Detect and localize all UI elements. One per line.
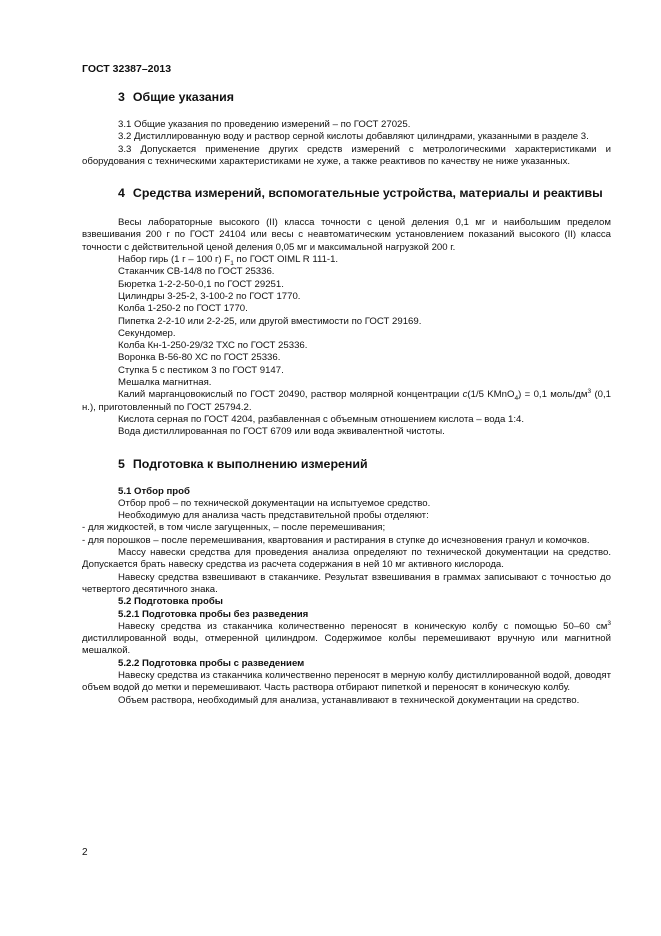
paragraph-5-1-sampling: Отбор проб – по технической документации на испытуемое средство. bbox=[118, 497, 431, 509]
paragraph-3-2: 3.2 Дистиллированную воду и раствор серной кислоты добавляют цилиндрами, указанными в разделе 3. bbox=[118, 131, 589, 143]
paragraph-5-2-2-volume: Объем раствора, необходимый для анализа, устанавливают в технической документации на средство. bbox=[118, 694, 580, 706]
paragraph-weights: Набор гирь (1 г – 100 г) $F_1$ по ГОСТ OIML R 111-1. bbox=[118, 254, 339, 267]
paragraph-3-1: 3.1 Общие указания по проведению измерений – по ГОСТ 27025. bbox=[118, 119, 411, 130]
list-item-flask: Колба 1-250-2 по ГОСТ 1770. bbox=[118, 303, 248, 315]
list-item-pipette: Пипетка 2-2-10 или 2-2-25, или другой вместимости по ГОСТ 29169. bbox=[118, 315, 422, 327]
section-3-number: 3 bbox=[118, 90, 125, 104]
list-item-funnel: Воронка В-56-80 ХС по ГОСТ 25336. bbox=[118, 352, 281, 364]
list-item-sulfuric-acid: Кислота серная по ГОСТ 4204, разбавленная с объемным отношением кислота – вода 1:4. bbox=[118, 413, 524, 425]
paragraph-scales: Весы лабораторные высокого (II) класса точности с ценой деления 0,1 мг и наибольшим пределом взвешивания 200 г по ГОСТ 24104 или весы с неавтоматическим установлением показаний высокого (II) класса точности с действительной ценой деления 0,05 мг и максимальной нагрузкой 200 г. bbox=[82, 217, 611, 253]
page-number: 2 bbox=[82, 847, 88, 858]
list-item-cup: Стаканчик СВ-14/8 по ГОСТ 25336. bbox=[118, 266, 275, 278]
list-item-conical-flask: Колба Кн-1-250-29/32 ТХС по ГОСТ 25336. bbox=[118, 340, 308, 352]
section-5-heading bbox=[82, 457, 611, 472]
subsection-5-2-title: 5.2 Подготовка пробы bbox=[118, 596, 223, 608]
section-4-number: 4 bbox=[118, 186, 125, 201]
list-item-powders: - для порошков – после перемешивания, квартования и растирания в ступке до исчезновения гранул и комочков. bbox=[82, 534, 590, 546]
paragraph-5-1-portion: Необходимую для анализа часть представительной пробы отделяют: bbox=[118, 510, 429, 522]
document-body bbox=[82, 90, 611, 707]
section-4-heading bbox=[82, 186, 611, 201]
paragraph-5-1-weighing: Навеску средства взвешивают в стаканчике. Результат взвешивания в граммах записывают с точностью до четвертого десятичного знака. bbox=[82, 571, 611, 595]
document-code: ГОСТ 32387–2013 bbox=[82, 63, 172, 75]
list-item-burette: Бюретка 1-2-2-50-0,1 по ГОСТ 29251. bbox=[118, 278, 284, 290]
list-item-distilled-water: Вода дистиллированная по ГОСТ 6709 или вода эквивалентной чистоты. bbox=[118, 426, 445, 438]
list-item-mortar: Ступка 5 с пестиком 3 по ГОСТ 9147. bbox=[118, 364, 284, 376]
paragraph-kmno4: Калий марганцовокислый по ГОСТ 20490, раствор молярной концентрации с(1/5 KMnO$_4$) = 0,1 моль/$дм^3$ (0,1 н.), приготовленный по ГОСТ 25794.2. bbox=[82, 388, 611, 413]
paragraph-3-3: 3.3 Допускается применение других средств измерений с метрологическими характеристиками и оборудования с техническими характеристиками не хуже, а также реактивов по качеству не ниже указанных. bbox=[82, 143, 611, 167]
subsection-5-1-title: 5.1 Отбор проб bbox=[118, 485, 190, 497]
paragraph-5-1-mass: Массу навески средства для проведения анализа определяют по технической документации на средство. Допускается брать навеску средства из расчета содержания в ней 10 мг активного кислорода. bbox=[82, 547, 611, 571]
paragraph-5-2-1: Навеску средства из стаканчика количественно переносят в коническую колбу с помощью 50–60 $см^3$ дистиллированной воды, отмеренной цилиндром. Содержимое колбы перемешивают вручную или магнитной мешалкой. bbox=[82, 619, 611, 657]
section-4-title: Средства измерений, вспомогательные устройства, материалы и реактивы bbox=[132, 186, 603, 201]
list-item-stirrer: Мешалка магнитная. bbox=[118, 377, 212, 389]
subsection-5-2-2-title: 5.2.2 Подготовка пробы с разведением bbox=[118, 657, 305, 669]
section-5-title: Подготовка к выполнению измерений bbox=[132, 456, 368, 471]
section-3-title: Общие указания bbox=[132, 90, 234, 104]
list-item-liquids: - для жидкостей, в том числе загущенных, – после перемешивания; bbox=[82, 522, 386, 534]
list-item-stopwatch: Секундомер. bbox=[118, 327, 176, 339]
section-5-number: 5 bbox=[118, 456, 125, 471]
section-3-heading bbox=[82, 90, 611, 105]
paragraph-5-2-2-transfer: Навеску средства из стаканчика количественно переносят в мерную колбу дистиллированной водой, доводят объем водой до метки и перемешивают. Часть раствора отбирают пипеткой и переносят в коническую колбу. bbox=[82, 669, 611, 694]
subsection-5-2-1-title: 5.2.1 Подготовка пробы без разведения bbox=[118, 608, 309, 620]
list-item-cylinders: Цилиндры 3-25-2, 3-100-2 по ГОСТ 1770. bbox=[118, 290, 301, 302]
